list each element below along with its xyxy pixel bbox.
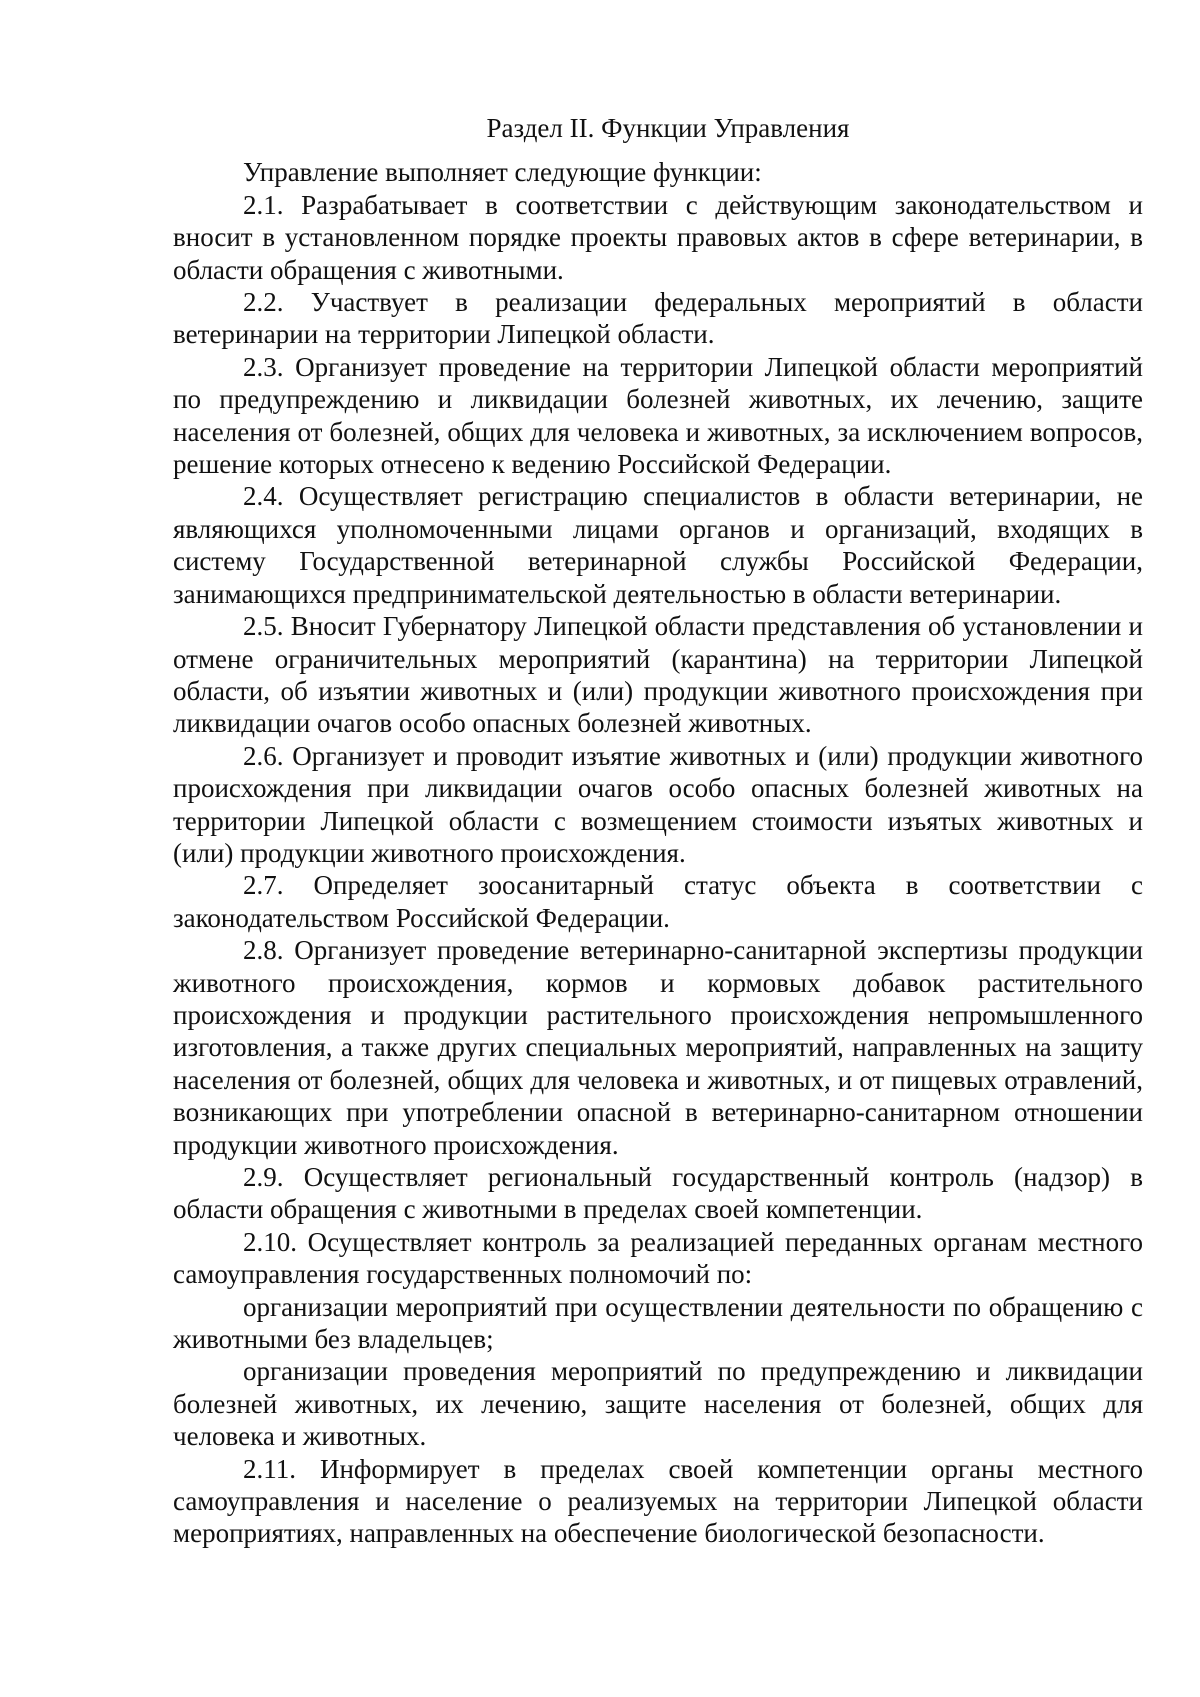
paragraph-2-4: 2.4. Осуществляет регистрацию специалистов в области ветеринарии, не являющихся уполномоченными лицами органов и организаций, входящих в систему Государственной ветеринарной службы Российской Федерации, занимающихся предпринимательской деятельностью в области ветеринарии.	[173, 481, 1143, 609]
paragraph-2-2: 2.2. Участвует в реализации федеральных мероприятий в области ветеринарии на территории Липецкой области.	[173, 287, 1143, 350]
paragraph-2-10-item-1: организации мероприятий при осуществлении деятельности по обращению с животными без владельцев;	[173, 1291, 1143, 1355]
paragraph-2-3: 2.3. Организует проведение на территории Липецкой области мероприятий по предупреждению и ликвидации болезней животных, их лечению, защите населения от болезней, общих для человека и животных, за исключением вопросов, решение которых отнесено к ведению Российской Федерации.	[173, 351, 1143, 480]
paragraph-2-1: 2.1. Разрабатывает в соответствии с действующим законодательством и вносит в установленном порядке проекты правовых актов в сфере ветеринарии, в области обращения с животными.	[173, 189, 1143, 285]
paragraph-2-10: 2.10. Осуществляет контроль за реализацией переданных органам местного самоуправления государственных полномочий по:	[173, 1226, 1143, 1290]
section-title: Раздел II. Функции Управления	[486, 113, 850, 143]
paragraph-2-6: 2.6. Организует и проводит изъятие животных и (или) продукции животного происхождения при ликвидации очагов особо опасных болезней животных на территории Липецкой области с возмещением стоимости изъятых животных и (или) продукции животного происхождения.	[173, 740, 1143, 868]
document-body	[173, 112, 1143, 1550]
paragraph-2-5: 2.5. Вносит Губернатору Липецкой области представления об установлении и отмене ограничительных мероприятий (карантина) на территории Липецкой области, об изъятии животных и (или) продукции животного происхождения при ликвидации очагов особо опасных болезней животных.	[173, 611, 1143, 739]
paragraph-2-10-item-2: организации проведения мероприятий по предупреждению и ликвидации болезней животных, их лечению, защите населения от болезней, общих для человека и животных.	[173, 1356, 1143, 1452]
paragraph-2-8: 2.8. Организует проведение ветеринарно-санитарной экспертизы продукции животного происхождения, кормов и кормовых добавок растительного происхождения и продукции растительного происхождения непромышленного изготовления, а также других специальных мероприятий, направленных на защиту населения от болезней, общих для человека и животных, и от пищевых отравлений, возникающих при употреблении опасной в ветеринарно-санитарном отношении продукции животного происхождения.	[173, 935, 1143, 1160]
paragraph-2-9: 2.9. Осуществляет региональный государственный контроль (надзор) в области обращения с животными в пределах своей компетенции.	[173, 1162, 1143, 1225]
paragraph-2-11: 2.11. Информирует в пределах своей компетенции органы местного самоуправления и население о реализуемых на территории Липецкой области мероприятиях, направленных на обеспечение биологической безопасности.	[173, 1453, 1143, 1549]
paragraph-2-7: 2.7. Определяет зоосанитарный статус объекта в соответствии с законодательством Российской Федерации.	[173, 870, 1143, 933]
intro-paragraph: Управление выполняет следующие функции:	[243, 157, 762, 188]
